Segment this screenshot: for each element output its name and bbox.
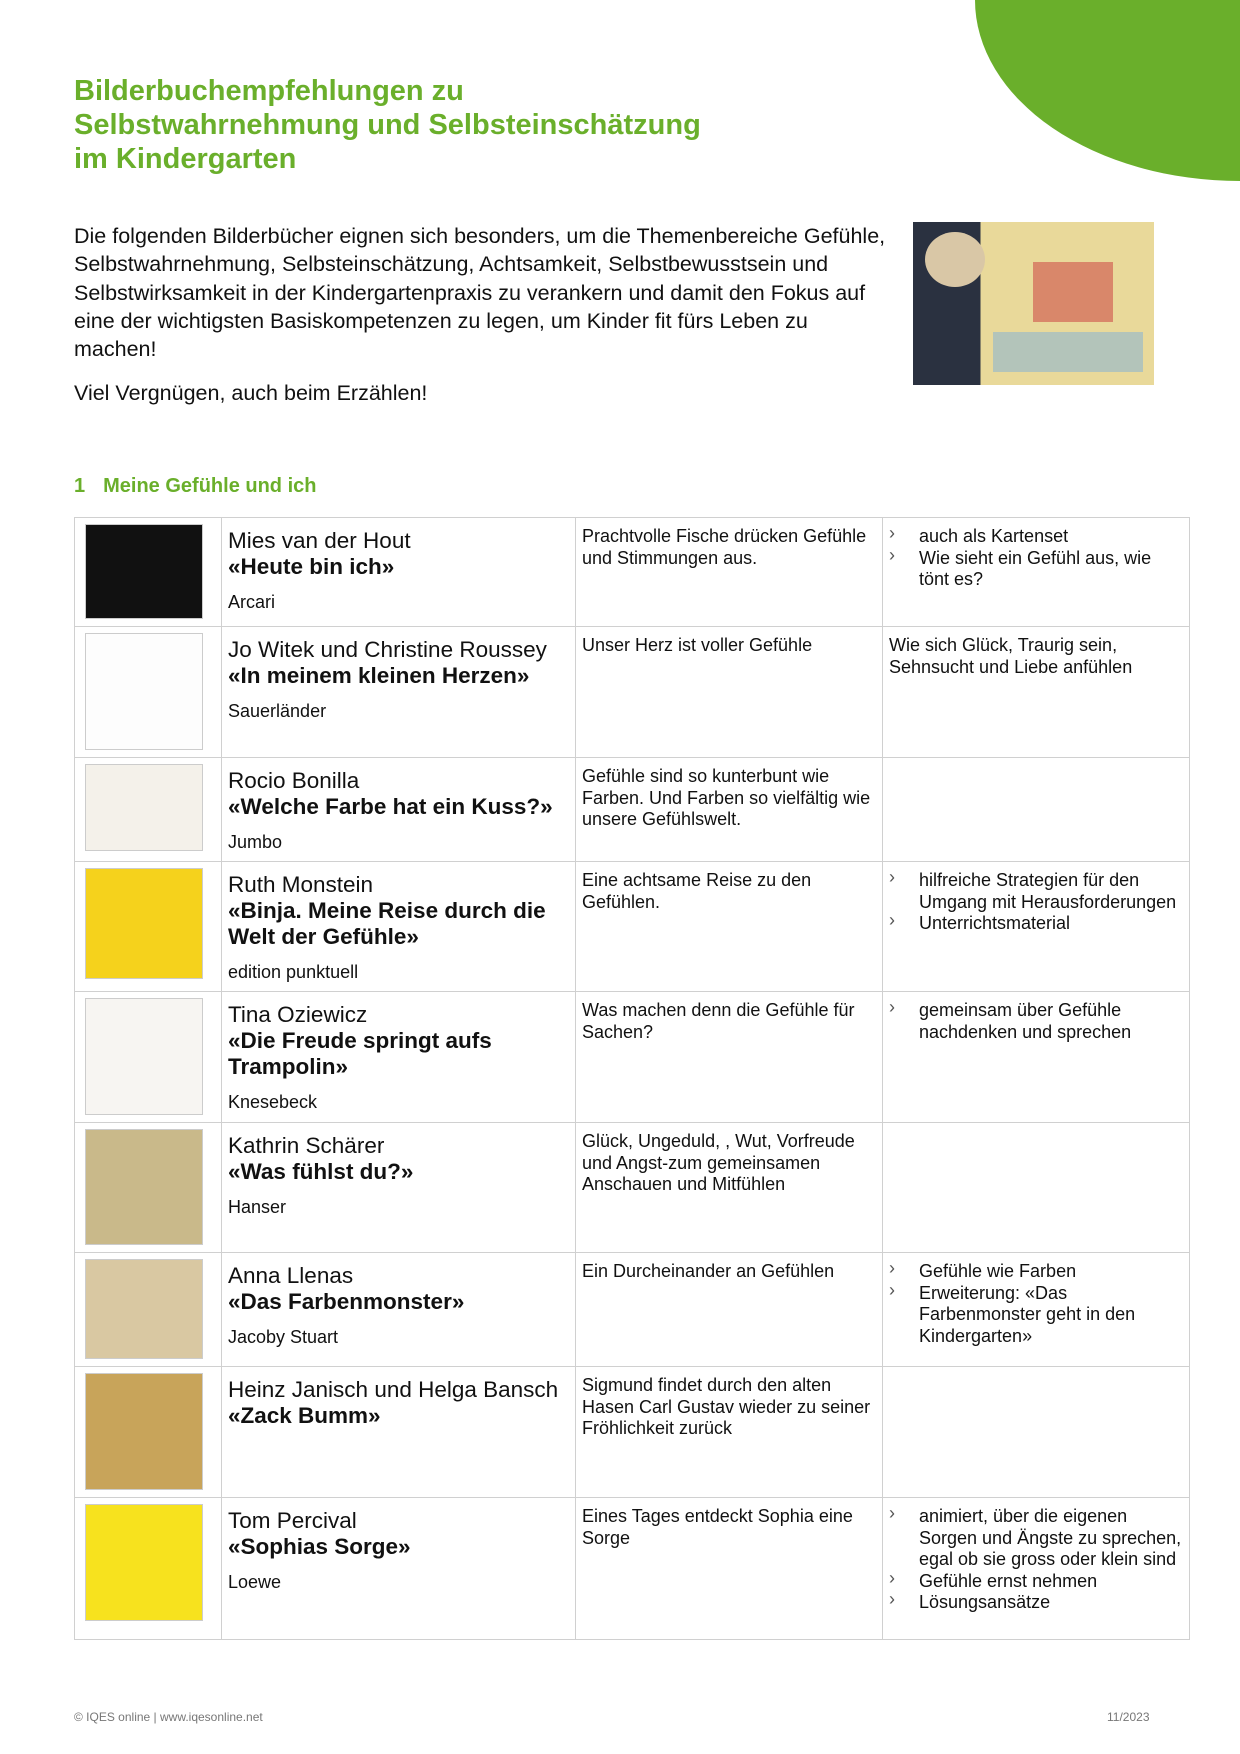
book-title: «Was fühlst du?» — [228, 1159, 414, 1184]
book-description: Prachtvolle Fische drücken Gefühle und Stimmungen aus. — [576, 518, 883, 627]
book-title: «Zack Bumm» — [228, 1403, 381, 1428]
note-item: › Gefühle ernst nehmen — [889, 1571, 1183, 1593]
note-item: › animiert, über die eigenen Sorgen und Ängste zu sprechen, egal ob sie gross oder klein sind — [889, 1506, 1183, 1571]
table-row — [75, 1498, 1190, 1640]
intro-closing: Viel Vergnügen, auch beim Erzählen! — [74, 381, 428, 405]
book-title: «Das Farbenmonster» — [228, 1289, 465, 1314]
book-description: Eines Tages entdeckt Sophia eine Sorge — [576, 1498, 883, 1640]
note-item: › Gefühle wie Farben — [889, 1261, 1183, 1283]
note-item: › auch als Kartenset — [889, 526, 1183, 548]
book-description: Was machen denn die Gefühle für Sachen? — [576, 992, 883, 1123]
book-description: Gefühle sind so kunterbunt wie Farben. Und Farben so vielfältig wie unsere Gefühlswelt. — [576, 758, 883, 862]
footer-date: 11/2023 — [1107, 1710, 1150, 1724]
book-description: Glück, Ungeduld, , Wut, Vorfreude und Angst-zum gemeinsamen Anschauen und Mitfühlen — [576, 1123, 883, 1253]
book-cover-image — [85, 868, 203, 979]
note-item: › hilfreiche Strategien für den Umgang mit Herausforderungen — [889, 870, 1183, 913]
book-title: «Welche Farbe hat ein Kuss?» — [228, 794, 553, 819]
intro-text: Die folgenden Bilderbücher eignen sich besonders, um die Themenbereiche Gefühle, Selbstwahrnehmung, Selbsteinschätzung, Achtsamkeit, Selbstbewusstsein und Selbstwirksamkeit in der Kindergartenpraxis zu verankern und damit den Fokus auf eine der wichtigsten Basiskompetenzen zu legen, um Kinder fit fürs Leben zu machen! — [74, 224, 886, 362]
table-row — [75, 758, 1190, 862]
book-cover-image — [85, 764, 203, 851]
table-row — [75, 992, 1190, 1123]
page-title: Bilderbuchempfehlungen zu Selbstwahrnehmung und Selbsteinschätzung im Kindergarten — [74, 75, 701, 175]
book-publisher: Loewe — [228, 1572, 282, 1592]
table-row — [75, 1253, 1190, 1367]
book-publisher: Jacoby Stuart — [228, 1327, 339, 1347]
book-publisher: Jumbo — [228, 832, 283, 852]
book-author: Jo Witek und Christine Roussey — [228, 637, 547, 662]
table-row — [75, 518, 1190, 627]
book-author: Kathrin Schärer — [228, 1133, 385, 1158]
book-publisher: Sauerländer — [228, 701, 327, 721]
book-description: Sigmund findet durch den alten Hasen Carl Gustav wieder zu seiner Fröhlichkeit zurück — [576, 1367, 883, 1498]
notes-list — [889, 870, 1183, 935]
book-cover-image — [85, 1129, 203, 1245]
book-cover-image — [85, 1259, 203, 1359]
book-table — [74, 517, 1190, 1640]
notes-list — [889, 526, 1183, 591]
book-publisher: Knesebeck — [228, 1092, 318, 1112]
book-author: Rocio Bonilla — [228, 768, 360, 793]
note-item: › Wie sieht ein Gefühl aus, wie tönt es? — [889, 548, 1183, 591]
note-item: › Lösungsansätze — [889, 1592, 1183, 1614]
table-row — [75, 862, 1190, 992]
book-author: Ruth Monstein — [228, 872, 374, 897]
book-description: Eine achtsame Reise zu den Gefühlen. — [576, 862, 883, 992]
book-title: «Die Freude springt aufs Trampolin» — [228, 1028, 492, 1079]
book-title: «In meinem kleinen Herzen» — [228, 663, 530, 688]
notes-list — [889, 1000, 1183, 1043]
book-author: Heinz Janisch und Helga Bansch — [228, 1377, 559, 1402]
table-row — [75, 1123, 1190, 1253]
notes-list — [889, 1506, 1183, 1614]
book-cover-image — [85, 633, 203, 750]
book-description: Unser Herz ist voller Gefühle — [576, 627, 883, 758]
book-publisher: Hanser — [228, 1197, 287, 1217]
book-publisher: edition punktuell — [228, 962, 359, 982]
book-author: Tom Percival — [228, 1508, 357, 1533]
book-cover-image — [85, 1373, 203, 1490]
book-cover-image — [85, 998, 203, 1115]
book-cover-image — [85, 1504, 203, 1621]
book-author: Tina Oziewicz — [228, 1002, 368, 1027]
note-item: › Erweiterung: «Das Farbenmonster geht in den Kindergarten» — [889, 1283, 1183, 1348]
notes-list — [889, 1261, 1183, 1347]
section-heading: 1 Meine Gefühle und ich — [74, 475, 317, 497]
note-item: › gemeinsam über Gefühle nachdenken und sprechen — [889, 1000, 1183, 1043]
decorative-green-shape — [975, 0, 1240, 181]
book-cover-image — [85, 524, 203, 619]
book-publisher: Arcari — [228, 592, 276, 612]
table-row — [75, 627, 1190, 758]
book-author: Anna Llenas — [228, 1263, 354, 1288]
note-item: › Unterrichtsmaterial — [889, 913, 1183, 935]
note-text: Wie sich Glück, Traurig sein, Sehnsucht und Liebe anfühlen — [889, 635, 1133, 677]
footer-copyright: © IQES online | www.iqesonline.net — [74, 1710, 263, 1724]
book-description: Ein Durcheinander an Gefühlen — [576, 1253, 883, 1367]
child-reading-photo — [913, 222, 1154, 385]
book-title: «Heute bin ich» — [228, 554, 395, 579]
book-title: «Binja. Meine Reise durch die Welt der Gefühle» — [228, 898, 546, 949]
book-title: «Sophias Sorge» — [228, 1534, 411, 1559]
book-author: Mies van der Hout — [228, 528, 411, 553]
table-row — [75, 1367, 1190, 1498]
